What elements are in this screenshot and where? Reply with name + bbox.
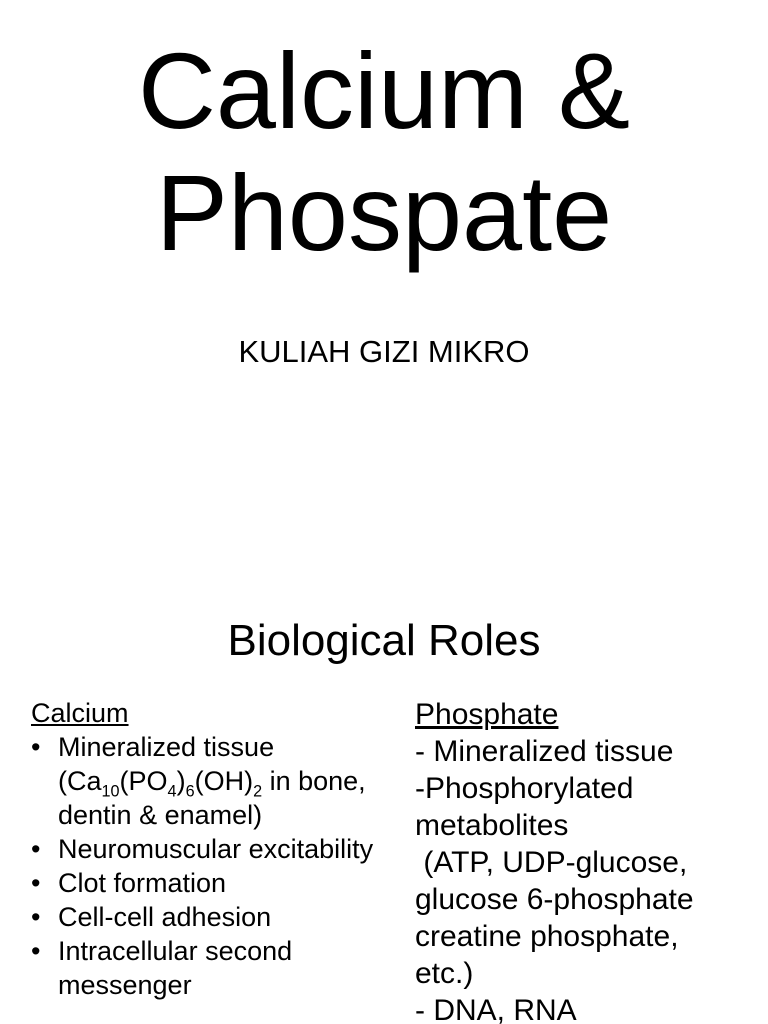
slide-heading: Biological Roles [227,616,541,665]
phosphate-line-2: -Phosphorylated [415,772,634,805]
title-line-1: Calcium & [137,30,631,151]
phosphate-line-4: (ATP, UDP-glucose, [415,846,688,879]
text-part: (OH) [194,766,254,796]
bullet-icon: • [31,902,41,932]
slide-biological-roles [0,576,768,1024]
calcium-item-1 [58,732,366,830]
subscript: 6 [185,782,195,801]
phosphate-line-3: metabolites [415,809,569,842]
phosphate-title: Phosphate [415,698,559,731]
bullet-icon: • [31,732,41,762]
bullet-icon: • [31,868,41,898]
list-item [31,934,391,1002]
title-line-2: Phospate [155,152,613,273]
calcium-column [31,696,391,1002]
calcium-item-4: Cell-cell adhesion [58,902,272,932]
phosphate-line-8: - DNA, RNA [415,994,577,1024]
calcium-item-5: Intracellular second messenger [58,936,293,1000]
slide-title-heading [0,30,768,274]
phosphate-line-5: glucose 6-phosphate [415,883,694,916]
calcium-title: Calcium [31,698,129,728]
bullet-icon: • [31,936,41,966]
bullet-icon: • [31,834,41,864]
text-part: (PO [119,766,168,796]
text-part: ) [176,766,186,796]
subscript: 4 [167,782,177,801]
phosphate-line-7: etc.) [415,957,474,990]
phosphate-line-1: - Mineralized tissue [415,735,674,768]
phosphate-line-6: creatine phosphate, [415,920,679,953]
list-item [31,730,391,832]
calcium-list [31,730,391,1002]
text-part: Mineralized tissue (Ca [58,732,275,796]
subscript: 2 [253,782,263,801]
list-item [31,866,391,900]
phosphate-column [415,696,760,1024]
subscript: 10 [101,782,120,801]
calcium-item-2: Neuromuscular excitability [58,834,374,864]
list-item [31,900,391,934]
text-part: in bone, dentin & enamel) [58,766,366,830]
calcium-item-3: Clot formation [58,868,227,898]
slide-subtitle: KULIAH GIZI MIKRO [238,334,530,369]
list-item [31,832,391,866]
